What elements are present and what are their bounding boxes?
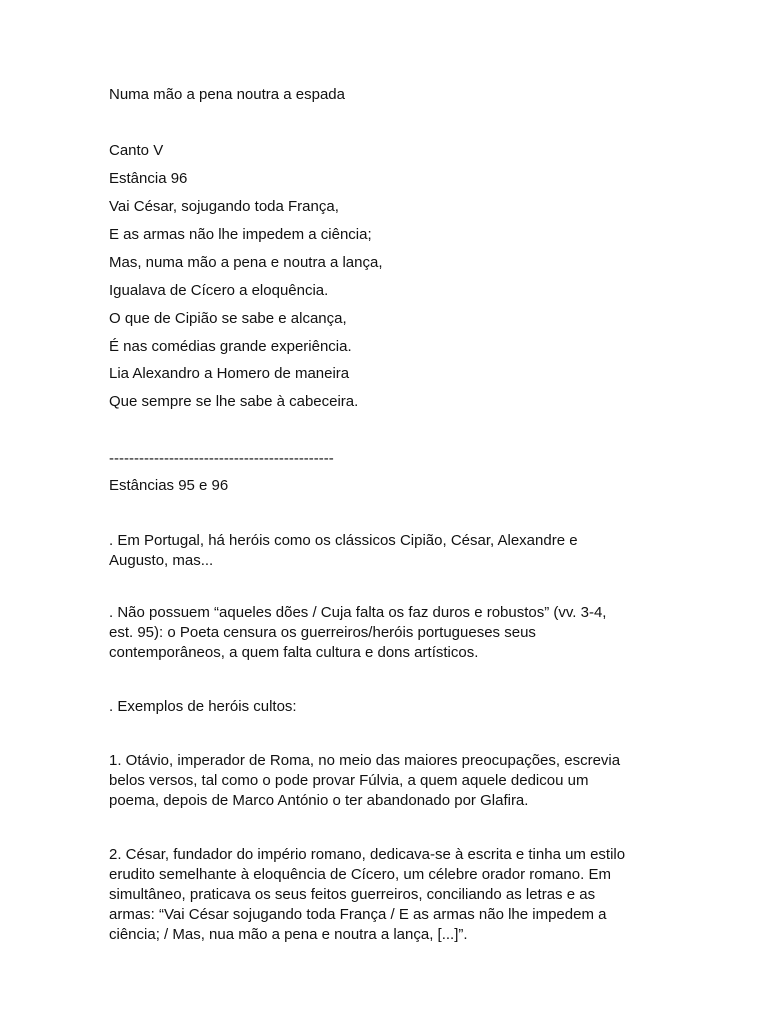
verse-line: É nas comédias grande experiência. — [109, 338, 352, 355]
verse-line: Mas, numa mão a pena e noutra a lança, — [109, 254, 383, 271]
paragraph: . Não possuem “aqueles dões / Cuja falta os faz duros e robustos” (vv. 3-4, est. 95): o Poeta censura os guerreiros/heróis portugueses seus contemporâneos, a quem falta cultura e dons artísticos. — [109, 604, 607, 661]
document-title: Numa mão a pena noutra a espada — [109, 86, 345, 103]
canto-label: Canto V — [109, 142, 164, 159]
verse-line: Que sempre se lhe sabe à cabeceira. — [109, 393, 359, 410]
paragraph: 2. César, fundador do império romano, dedicava-se à escrita e tinha um estilo erudito semelhante à eloquência de Cícero, um célebre orador romano. Em simultâneo, praticava os seus feitos guerreiros, conciliando as letras e as armas: “Vai César sojugando toda França / E as armas não lhe impedem a ciência; / Mas, nua mão a pena e noutra a lança, [...]”. — [109, 846, 626, 943]
verse-line: Vai César, sojugando toda França, — [109, 198, 339, 215]
separator-line: --------------------------------------------- — [109, 450, 334, 467]
paragraph: . Em Portugal, há heróis como os clássicos Cipião, César, Alexandre e Augusto, mas... — [109, 532, 578, 569]
verse-line: Igualava de Cícero a eloquência. — [109, 282, 329, 299]
section-heading: Estâncias 95 e 96 — [109, 477, 229, 494]
verse-line: O que de Cipião se sabe e alcança, — [109, 310, 347, 327]
stanza-label: Estância 96 — [109, 170, 188, 187]
paragraph: . Exemplos de heróis cultos: — [109, 698, 297, 715]
verse-line: E as armas não lhe impedem a ciência; — [109, 226, 372, 243]
verse-line: Lia Alexandro a Homero de maneira — [109, 365, 350, 382]
paragraph: 1. Otávio, imperador de Roma, no meio das maiores preocupações, escrevia belos versos, tal como o pode provar Fúlvia, a quem aquele dedicou um poema, depois de Marco António o ter abandonado por Glafira. — [109, 752, 621, 809]
